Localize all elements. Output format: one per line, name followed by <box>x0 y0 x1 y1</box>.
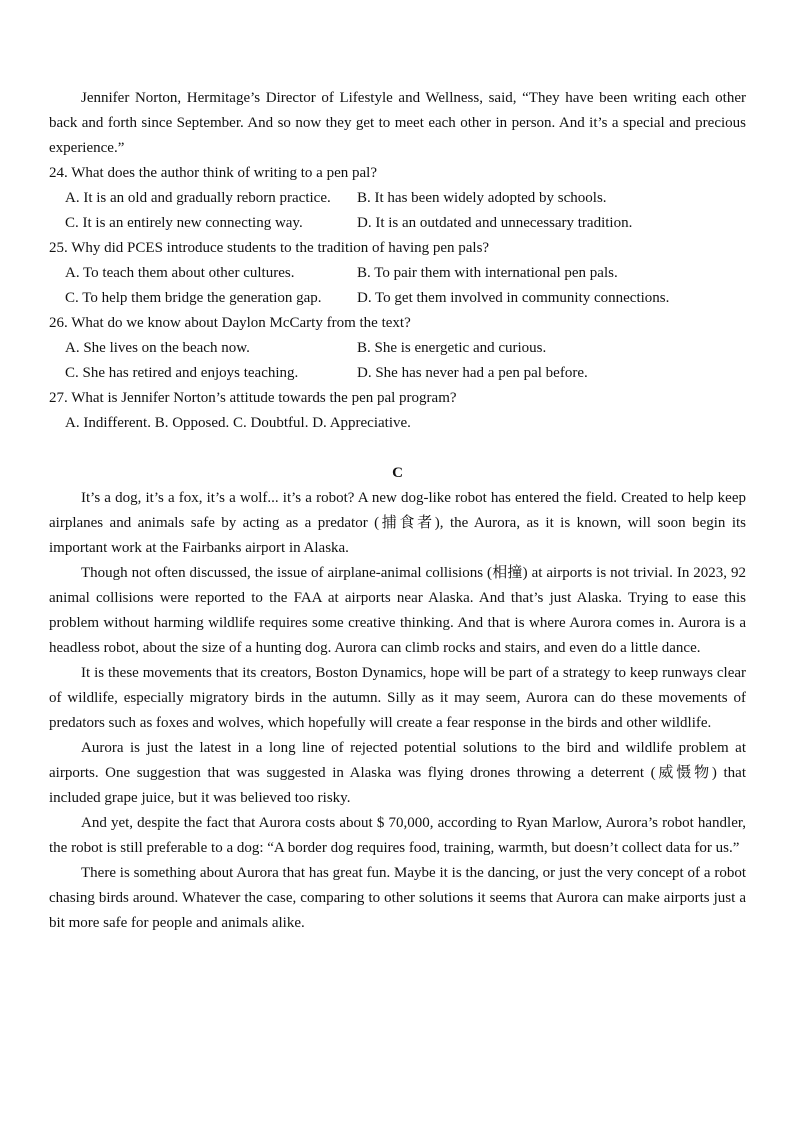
question-27 <box>49 386 746 436</box>
option-b: B. She is energetic and curious. <box>357 340 547 356</box>
passage-c-paragraph-2: Though not often discussed, the issue of airplane-animal collisions (相撞) at airports is not trivial. In 2023, 92 animal collisions were reported to the FAA at airports near Alaska. And that’s just Alaska. Trying to ease this problem without harming wildlife requires some creative thinking. And that is where Aurora comes in. Aurora is a headless robot, about the size of a hunting dog. Aurora can climb rocks and stairs, and even do a little dance. <box>49 565 746 656</box>
option-d: D. To get them involved in community connections. <box>357 290 670 306</box>
question-stem: 25. Why did PCES introduce students to the tradition of having pen pals? <box>49 240 490 256</box>
passage-c-paragraph-4: Aurora is just the latest in a long line of rejected potential solutions to the bird and wildlife problem at airports. One suggestion that was suggested in Alaska was flying drones throwing a deterrent (威慑物) that included grape juice, but it was believed too risky. <box>49 740 746 806</box>
passage-c-paragraph-3: It is these movements that its creators, Boston Dynamics, hope will be part of a strategy to keep runways clear of wildlife, especially migratory birds in the autumn. Silly as it may seem, Aurora can do these movements of predators such as foxes and wolves, which hopefully will create a fear response in the birds and other wildlife. <box>49 665 746 731</box>
section-label: C <box>392 465 403 481</box>
passage-c-paragraph-1: It’s a dog, it’s a fox, it’s a wolf... it’s a robot? A new dog-like robot has entered the field. Created to help keep airplanes and animals safe by acting as a predator (捕食者), the Aurora, as it is known, will soon begin its important work at the Fairbanks airport in Alaska. <box>49 490 746 556</box>
passage-c-paragraph-5: And yet, despite the fact that Aurora costs about $ 70,000, according to Ryan Marlow, Aurora’s robot handler, the robot is still preferable to a dog: “A border dog requires food, training, warmth, but doesn’t collect data for us.” <box>49 815 746 856</box>
options-row <box>49 336 746 361</box>
option-c: C. To help them bridge the generation gap. <box>65 290 322 306</box>
options-row: A. Indifferent. B. Opposed. C. Doubtful. D. Appreciative. <box>65 415 411 431</box>
question-stem: 27. What is Jennifer Norton’s attitude towards the pen pal program? <box>49 390 457 406</box>
question-24 <box>49 161 746 236</box>
options-row <box>49 186 746 211</box>
question-stem: 26. What do we know about Daylon McCarty from the text? <box>49 315 411 331</box>
options-row <box>49 211 746 236</box>
question-26 <box>49 311 746 386</box>
option-b: B. It has been widely adopted by schools. <box>357 190 607 206</box>
question-25 <box>49 236 746 311</box>
option-c: C. She has retired and enjoys teaching. <box>65 365 299 381</box>
options-row <box>49 261 746 286</box>
option-d: D. She has never had a pen pal before. <box>357 365 588 381</box>
option-d: D. It is an outdated and unnecessary tradition. <box>357 215 633 231</box>
exam-page <box>49 86 746 936</box>
option-b: B. To pair them with international pen pals. <box>357 265 618 281</box>
question-stem: 24. What does the author think of writing to a pen pal? <box>49 165 377 181</box>
option-a: A. She lives on the beach now. <box>65 340 250 356</box>
passage-b-final-paragraph: Jennifer Norton, Hermitage’s Director of Lifestyle and Wellness, said, “They have been writing each other back and forth since September. And so now they get to meet each other in person. And it’s a special and precious experience.” <box>49 90 746 156</box>
options-row <box>49 286 746 311</box>
options-row <box>49 361 746 386</box>
option-a: A. To teach them about other cultures. <box>65 265 295 281</box>
option-c: C. It is an entirely new connecting way. <box>65 215 303 231</box>
option-a: A. It is an old and gradually reborn practice. <box>65 190 331 206</box>
passage-c-paragraph-6: There is something about Aurora that has great fun. Maybe it is the dancing, or just the very concept of a robot chasing birds around. Whatever the case, comparing to other solutions it seems that Aurora can make airports just a bit more safe for people and animals alike. <box>49 865 746 931</box>
